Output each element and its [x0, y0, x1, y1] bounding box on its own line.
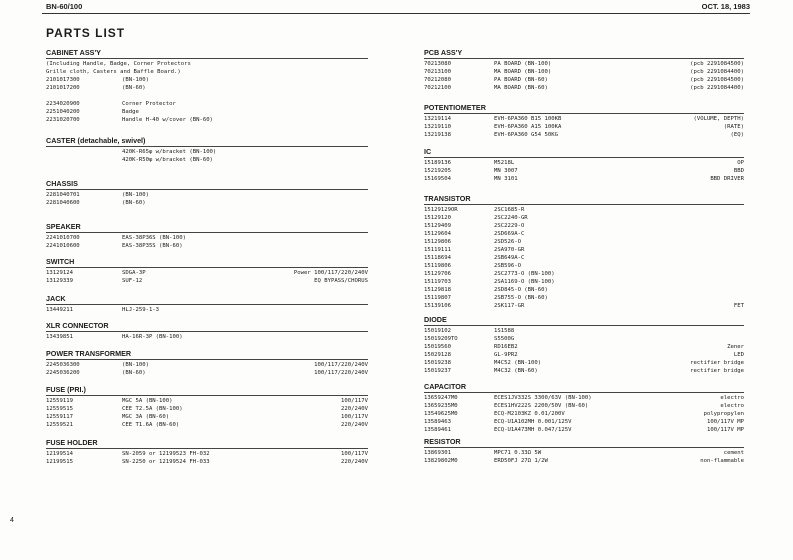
section-title: TRANSISTOR: [424, 194, 744, 205]
section-title: CABINET ASS'Y: [46, 48, 368, 59]
part-description: RD16EB2: [494, 344, 518, 350]
part-number: 2101017200: [46, 85, 80, 91]
part-number: 70213100: [424, 69, 451, 75]
part-row: [46, 369, 368, 377]
part-number: 70213080: [424, 61, 451, 67]
part-number: 13589461: [424, 427, 451, 433]
section-power-transformer: [46, 349, 368, 377]
part-description: M5218L: [494, 160, 515, 166]
part-row: [424, 402, 744, 410]
part-number: 13219110: [424, 124, 451, 130]
part-description: 2SB649A-C: [494, 255, 525, 261]
part-row: [424, 238, 744, 246]
part-description: ECES1HV222S 2200/50V (BN-60): [494, 403, 589, 409]
part-remark: LED: [733, 352, 744, 358]
section-title: POWER TRANSFORMER: [46, 349, 368, 360]
part-row: [46, 116, 368, 124]
part-number: 13129124: [46, 270, 73, 276]
part-description: 2SC2773-O (BN-100): [494, 271, 555, 277]
part-number: 15119807: [424, 295, 451, 301]
part-remark: 100/117V: [341, 398, 368, 404]
part-row: [46, 397, 368, 405]
section-cabinet-ass-y: [46, 48, 368, 124]
part-row: [46, 458, 368, 466]
part-remark: EQ BYPASS/CHORUS: [314, 278, 368, 284]
part-description: EVH-6PA360 G54 50KG: [494, 132, 558, 138]
part-number: 15129129OR: [424, 207, 458, 213]
part-row: [424, 68, 744, 76]
part-row: [424, 418, 744, 426]
part-remark: 220/240V: [341, 422, 368, 428]
part-row: [46, 108, 368, 116]
part-remark: (EQ): [730, 132, 744, 138]
part-row: [424, 327, 744, 335]
part-description: 2SC2229-O: [494, 223, 525, 229]
part-description: 2SK117-GR: [494, 303, 525, 309]
section-title: CHASSIS: [46, 179, 368, 190]
part-number: 13869301: [424, 450, 451, 456]
part-number: 13439851: [46, 334, 73, 340]
part-number: 15019238: [424, 360, 451, 366]
part-row: [46, 450, 368, 458]
part-number: 15029128: [424, 352, 451, 358]
part-remark: 100/117/220/240V: [314, 370, 368, 376]
part-row: [424, 60, 744, 68]
part-remark: 100/117/220/240V: [314, 362, 368, 368]
part-remark: 220/240V: [341, 406, 368, 412]
part-description: MN 3101: [494, 176, 518, 182]
part-row: [46, 421, 368, 429]
part-remark: 100/117V MP: [706, 419, 744, 425]
part-number: 2251040200: [46, 109, 80, 115]
part-number: 13659235M0: [424, 403, 458, 409]
part-description: ERD50FJ 27Ω 1/2W: [494, 458, 548, 464]
part-remark: electro: [720, 403, 744, 409]
part-description: PA BOARD (BN-100): [494, 61, 552, 67]
section-chassis: [46, 179, 368, 207]
part-remark: 220/240V: [341, 459, 368, 465]
part-number: 70212080: [424, 77, 451, 83]
part-row: [424, 359, 744, 367]
part-number: 15129806: [424, 239, 451, 245]
part-description: (BN-100): [122, 77, 149, 83]
part-row: [46, 277, 368, 285]
part-description: MA BOARD (BN-60): [494, 85, 548, 91]
part-row: [46, 199, 368, 207]
part-row: [424, 410, 744, 418]
part-description: 2SB755-O (BN-60): [494, 295, 548, 301]
part-number: 13549625M0: [424, 411, 458, 417]
part-row: [46, 191, 368, 199]
part-row: [424, 206, 744, 214]
part-description: 1S1588: [494, 328, 515, 334]
part-row: [46, 333, 368, 341]
part-row: [46, 413, 368, 421]
section-title: FUSE (PRI.): [46, 385, 368, 396]
section-capacitor: [424, 382, 744, 434]
part-description: MPC71 0.33Ω 5W: [494, 450, 542, 456]
section-potentiometer: [424, 103, 744, 139]
section-note: Grille cloth, Casters and Baffle Board.): [46, 69, 181, 75]
section-diode: [424, 315, 744, 375]
part-remark: OP: [737, 160, 744, 166]
part-number: 2231020700: [46, 117, 80, 123]
page-number: 4: [10, 517, 14, 524]
part-remark: BBD DRIVER: [710, 176, 744, 182]
part-description: EAS-38P35S (BN-60): [122, 243, 183, 249]
part-row: [46, 92, 368, 100]
part-number: 15119806: [424, 263, 451, 269]
section-fuse-pri: [46, 385, 368, 429]
section-title: FUSE HOLDER: [46, 438, 368, 449]
part-description: 2SB596-O: [494, 263, 521, 269]
part-description: CEE T2.5A (BN-100): [122, 406, 183, 412]
section-title: SWITCH: [46, 257, 368, 268]
section-title: PCB ASS'Y: [424, 48, 744, 59]
part-description: EVH-6PA360 A15 100KA: [494, 124, 562, 130]
part-row: [46, 148, 368, 156]
part-row: [424, 76, 744, 84]
part-number: 12559119: [46, 398, 73, 404]
part-remark: (RATE): [723, 124, 744, 130]
part-row: [424, 426, 744, 434]
part-description: MGC 5A (BN-100): [122, 398, 173, 404]
part-description: ECQ-U1A102MH 0.001/125V: [494, 419, 572, 425]
part-row: [424, 167, 744, 175]
part-row: [424, 449, 744, 457]
section-switch: [46, 257, 368, 285]
part-description: M4C32 (BN-60): [494, 368, 538, 374]
section-speaker: [46, 222, 368, 250]
part-description: GL-9PR2: [494, 352, 518, 358]
part-remark: non-flammable: [700, 458, 744, 464]
part-number: 15019560: [424, 344, 451, 350]
part-number: 15129818: [424, 287, 451, 293]
section-caster-detachable-swivel: [46, 136, 368, 164]
part-row: [424, 175, 744, 183]
part-description: (BN-60): [122, 200, 146, 206]
part-number: 15129409: [424, 223, 451, 229]
part-description: Corner Protector: [122, 101, 176, 107]
part-description: (BN-60): [122, 370, 146, 376]
part-row: [424, 394, 744, 402]
part-number: 2101017300: [46, 77, 80, 83]
part-row: [424, 335, 744, 343]
part-number: 2245036300: [46, 362, 80, 368]
section-title: JACK: [46, 294, 368, 305]
part-description: ECQ-U1A473MH 0.047/125V: [494, 427, 572, 433]
part-description: (BN-60): [122, 85, 146, 91]
part-row: [424, 457, 744, 465]
part-description: S5500G: [494, 336, 515, 342]
part-number: 13659247M0: [424, 395, 458, 401]
part-row: [424, 343, 744, 351]
part-remark: (pcb 2291084400): [690, 69, 744, 75]
part-number: 15129604: [424, 231, 451, 237]
part-row: [46, 76, 368, 84]
part-description: Badge: [122, 109, 139, 115]
part-description: 420K-R50φ w/bracket (BN-60): [122, 157, 213, 163]
section-title: SPEAKER: [46, 222, 368, 233]
part-row: [46, 306, 368, 314]
part-number: 13219138: [424, 132, 451, 138]
part-description: 2SA970-GR: [494, 247, 525, 253]
part-number: 12199514: [46, 451, 73, 457]
header-rule: [42, 13, 750, 14]
part-number: 15119703: [424, 279, 451, 285]
part-description: 2SA1169-O (BN-100): [494, 279, 555, 285]
part-description: (BN-100): [122, 362, 149, 368]
part-row: [424, 351, 744, 359]
section-xlr-connector: [46, 321, 368, 341]
part-row: [424, 230, 744, 238]
part-remark: BBD: [733, 168, 744, 174]
part-description: PA BOARD (BN-60): [494, 77, 548, 83]
section-title: RESISTOR: [424, 437, 744, 448]
part-row: [424, 294, 744, 302]
part-row: [46, 242, 368, 250]
part-row: [424, 367, 744, 375]
part-number: 12559515: [46, 406, 73, 412]
part-row: [424, 286, 744, 294]
part-remark: Power 100/117/220/240V: [293, 270, 368, 276]
section-jack: [46, 294, 368, 314]
part-description: 2SD526-O: [494, 239, 521, 245]
part-description: HA-16R-3P (BN-100): [122, 334, 183, 340]
part-number: 70212100: [424, 85, 451, 91]
part-description: EVH-6PA360 B15 100KB: [494, 116, 562, 122]
part-number: 12559521: [46, 422, 73, 428]
part-description: CEE T1.6A (BN-60): [122, 422, 180, 428]
section-title: DIODE: [424, 315, 744, 326]
part-number: 13589463: [424, 419, 451, 425]
part-number: 15019102: [424, 328, 451, 334]
part-row: [424, 302, 744, 310]
part-row: [424, 246, 744, 254]
part-row: [424, 159, 744, 167]
part-row: [424, 84, 744, 92]
part-row: [424, 131, 744, 139]
part-description: EAS-38P36S (BN-100): [122, 235, 186, 241]
part-row: [46, 84, 368, 92]
part-number: 15129120: [424, 215, 451, 221]
part-number: 15189136: [424, 160, 451, 166]
part-description: ECES1JV332S 3300/63V (BN-100): [494, 395, 592, 401]
page-title: PARTS LIST: [46, 26, 126, 40]
part-row: [424, 123, 744, 131]
part-remark: (pcb 2291084500): [690, 61, 744, 67]
part-row: [424, 115, 744, 123]
part-remark: rectifier bridge: [690, 368, 744, 374]
part-number: 2241010600: [46, 243, 80, 249]
section-title: IC: [424, 147, 744, 158]
part-remark: 100/117V MP: [706, 427, 744, 433]
part-number: 2281040600: [46, 200, 80, 206]
section-ic: [424, 147, 744, 183]
part-number: 15118694: [424, 255, 451, 261]
part-description: SN-2250 or 12199524 FH-033: [122, 459, 210, 465]
section-note: (Including Handle, Badge, Corner Protectors: [46, 61, 191, 67]
part-number: 15019237: [424, 368, 451, 374]
part-row: [46, 361, 368, 369]
part-description: 2SD669A-C: [494, 231, 525, 237]
part-number: 13449211: [46, 307, 73, 313]
part-row: [424, 222, 744, 230]
part-row: [46, 156, 368, 164]
part-description: MGC 3A (BN-60): [122, 414, 170, 420]
section-title: CASTER (detachable, swivel): [46, 136, 368, 147]
section-fuse-holder: [46, 438, 368, 466]
part-description: M4C52 (BN-100): [494, 360, 542, 366]
part-description: MA BOARD (BN-100): [494, 69, 552, 75]
part-number: 2241010700: [46, 235, 80, 241]
part-number: 13219114: [424, 116, 451, 122]
part-remark: (pcb 2291084400): [690, 85, 744, 91]
section-resistor: [424, 437, 744, 465]
part-description: 2SC2240-GR: [494, 215, 528, 221]
part-remark: rectifier bridge: [690, 360, 744, 366]
part-remark: electro: [720, 395, 744, 401]
part-row: [46, 269, 368, 277]
part-row: [46, 100, 368, 108]
part-remark: (VOLUME, DEPTH): [693, 116, 744, 122]
part-number: 15139106: [424, 303, 451, 309]
part-description: SN-2059 or 12199523 FH-032: [122, 451, 210, 457]
part-number: 12199515: [46, 459, 73, 465]
part-number: 15169504: [424, 176, 451, 182]
part-description: SDGA-3P: [122, 270, 146, 276]
section-transistor: [424, 194, 744, 310]
header-date: OCT. 18, 1983: [701, 2, 750, 11]
section-title: XLR CONNECTOR: [46, 321, 368, 332]
section-title: CAPACITOR: [424, 382, 744, 393]
part-row: [424, 262, 744, 270]
part-row: [424, 278, 744, 286]
part-number: 2245036200: [46, 370, 80, 376]
part-description: 2SD845-O (BN-60): [494, 287, 548, 293]
part-row: [46, 405, 368, 413]
part-number: 2234020900: [46, 101, 80, 107]
part-description: ECQ-M2103KZ 0.01/200V: [494, 411, 565, 417]
section-pcb-ass-y: [424, 48, 744, 92]
part-description: SUF-12: [122, 278, 143, 284]
part-description: 420K-R65φ w/bracket (BN-100): [122, 149, 217, 155]
part-description: Handle H-40 w/cover (BN-60): [122, 117, 213, 123]
part-row: [424, 270, 744, 278]
part-number: 13829802M0: [424, 458, 458, 464]
part-number: 15119111: [424, 247, 451, 253]
part-remark: Zener: [727, 344, 744, 350]
part-number: 15219205: [424, 168, 451, 174]
part-remark: (pcb 2291084500): [690, 77, 744, 83]
part-number: 15129706: [424, 271, 451, 277]
header-model: BN-60/100: [46, 2, 83, 11]
part-description: 2SC1685-R: [494, 207, 525, 213]
part-row: [424, 254, 744, 262]
part-description: MN 3007: [494, 168, 518, 174]
part-description: (BN-100): [122, 192, 149, 198]
part-number: 15019209TO: [424, 336, 458, 342]
part-remark: 100/117V: [341, 414, 368, 420]
part-remark: FET: [733, 303, 744, 309]
part-remark: 100/117V: [341, 451, 368, 457]
part-number: 12559117: [46, 414, 73, 420]
part-row: [46, 234, 368, 242]
part-number: 2281040701: [46, 192, 80, 198]
part-remark: polypropylen: [703, 411, 744, 417]
section-title: POTENTIOMETER: [424, 103, 744, 114]
part-description: HLJ-259-1-3: [122, 307, 160, 313]
part-remark: cement: [723, 450, 744, 456]
part-number: 13129339: [46, 278, 73, 284]
part-row: [424, 214, 744, 222]
